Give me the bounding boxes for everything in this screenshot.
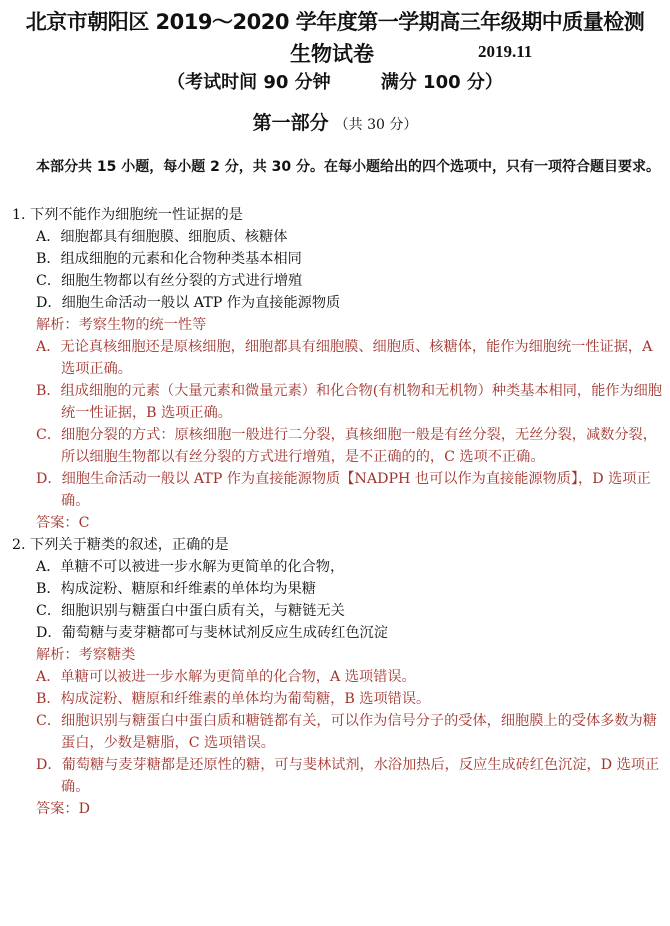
exam-info: （考试时间 90 分钟 满分 100 分）	[167, 72, 503, 93]
part-note: （共 30 分）	[334, 117, 418, 133]
analysis-line: C．细胞分裂的方式：原核细胞一般进行二分裂，真核细胞一般是有丝分裂，无丝分裂，减数分裂，所以细胞生物都以有丝分裂的方式进行增殖，是不正确的的，C 选项不正确。	[36, 427, 657, 465]
analysis-title: 解析：考察糖类	[36, 647, 136, 663]
question-option: A．细胞都具有细胞膜、细胞质、核糖体	[36, 229, 288, 245]
question-option: D．细胞生命活动一般以 ATP 作为直接能源物质	[36, 295, 341, 311]
analysis-title: 解析：考察生物的统一性等	[36, 317, 207, 333]
answer: 答案：D	[36, 801, 90, 817]
question-option: C．细胞识别与糖蛋白中蛋白质有关，与糖链无关	[36, 603, 345, 619]
question-option: A．单糖不可以被进一步水解为更简单的化合物，	[36, 559, 345, 575]
analysis-block	[0, 666, 670, 798]
question-option: B．构成淀粉、糖原和纤维素的单体均为果糖	[36, 581, 316, 597]
part-heading	[0, 108, 670, 135]
answer: 答案：C	[36, 515, 90, 531]
subject-title: 生物试卷	[290, 42, 374, 66]
question-stem: 2. 下列关于糖类的叙述，正确的是	[12, 537, 229, 553]
analysis-line: A．单糖可以被进一步水解为更简单的化合物，A 选项错误。	[36, 669, 416, 685]
analysis-line: A．无论真核细胞还是原核细胞，细胞都具有细胞膜、细胞质、核糖体，能作为细胞统一性证据，A 选项正确。	[36, 339, 653, 377]
part-title: 第一部分	[252, 112, 329, 134]
analysis-line: B．构成淀粉、糖原和纤维素的单体均为葡萄糖，B 选项错误。	[36, 691, 431, 707]
document-title: 北京市朝阳区 2019～2020 学年度第一学期高三年级期中质量检测	[25, 10, 645, 34]
analysis-line: D．葡萄糖与麦芽糖都是还原性的糖，可与斐林试剂，水浴加热后，反应生成砖红色沉淀，D 选项正确。	[36, 757, 660, 795]
part-instruction: 本部分共 15 小题，每小题 2 分，共 30 分。在每小题给出的四个选项中，只有一项符合题目要求。	[36, 159, 660, 175]
exam-date: 2019.11	[478, 42, 533, 61]
question-option: D．葡萄糖与麦芽糖都可与斐林试剂反应生成砖红色沉淀	[36, 625, 388, 641]
analysis-line: B．组成细胞的元素（大量元素和微量元素）和化合物(有机物和无机物）种类基本相同，能作为细胞统一性证据，B 选项正确。	[36, 383, 663, 421]
analysis-line: C．细胞识别与糖蛋白中蛋白质和糖链都有关，可以作为信号分子的受体，细胞膜上的受体多数为糖蛋白，少数是糖脂，C 选项错误。	[36, 713, 657, 751]
question-stem: 1. 下列不能作为细胞统一性证据的是	[12, 207, 243, 223]
analysis-block	[0, 336, 670, 512]
questions-list	[0, 204, 670, 820]
question-option: C．细胞生物都以有丝分裂的方式进行增殖	[36, 273, 303, 289]
question-option: B．组成细胞的元素和化合物种类基本相同	[36, 251, 302, 267]
analysis-line: D．细胞生命活动一般以 ATP 作为直接能源物质【NADPH 也可以作为直接能源物质】，D 选项正确。	[36, 471, 651, 509]
